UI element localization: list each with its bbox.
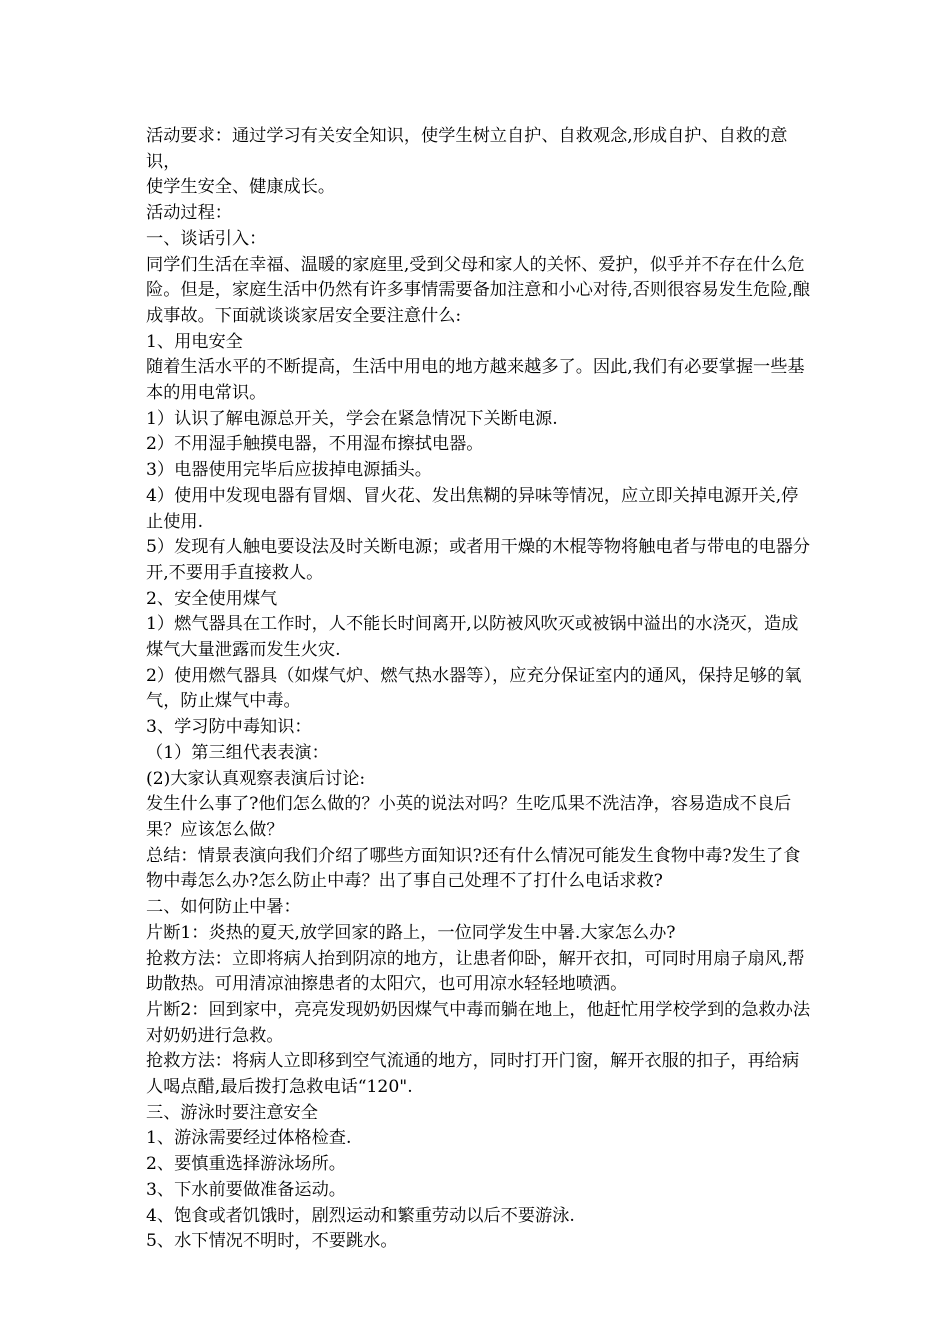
heatstroke-scene-2: 片断2：回到家中，亮亮发现奶奶因煤气中毒而躺在地上，他赶忙用学校学到的急救办法对奶奶进行急救。	[146, 999, 811, 1046]
swimming-item-4: 4、饱食或者饥饿时，剧烈运动和繁重劳动以后不要游泳.	[146, 1205, 575, 1226]
section-heading-intro: 一、谈话引入：	[146, 228, 267, 249]
swimming-item-2: 2、要慎重选择游泳场所。	[146, 1154, 346, 1175]
heatstroke-scene-1: 片断1：炎热的夏天,放学回家的路上，一位同学发生中暑.大家怎么办?	[146, 922, 676, 943]
document-body	[146, 124, 812, 1255]
electricity-item-2: 2）不用湿手触摸电器，不用湿布擦拭电器。	[146, 434, 484, 455]
intro-paragraph: 同学们生活在幸福、温暖的家庭里,受到父母和家人的关怀、爱护，似乎并不存在什么危险。但是，家庭生活中仍然有许多事情需要备加注意和小心对待,否则很容易发生危险,酿成事故。下面就谈谈家居安全要注意什么:	[146, 254, 811, 326]
activity-requirements-cont: 使学生安全、健康成长。	[146, 177, 336, 198]
poisoning-item-2: (2)大家认真观察表演后讨论:	[146, 768, 366, 789]
electricity-item-3: 3）电器使用完毕后应拔掉电源插头。	[146, 460, 432, 481]
electricity-item-5: 5）发现有人触电要设法及时关断电源；或者用干燥的木棍等物将触电者与带电的电器分开,不要用手直接救人。	[146, 537, 811, 583]
subheading-poisoning: 3、学习防中毒知识：	[146, 717, 312, 738]
swimming-item-1: 1、游泳需要经过体格检查.	[146, 1128, 352, 1149]
subheading-electricity: 1、用电安全	[146, 331, 243, 352]
subheading-gas: 2、安全使用煤气	[146, 588, 278, 609]
activity-process-heading: 活动过程：	[146, 203, 232, 224]
activity-requirements: 活动要求：通过学习有关安全知识，使学生树立自护、自救观念,形成自护、自救的意识，	[146, 126, 788, 172]
gas-item-1: 1）燃气器具在工作时，人不能长时间离开,以防被风吹灭或被锅中溢出的水浇灭，造成煤气大量泄露而发生火灾.	[146, 614, 799, 661]
electricity-item-1: 1）认识了解电源总开关，学会在紧急情况下关断电源.	[146, 408, 558, 429]
heatstroke-rescue-2: 抢救方法：将病人立即移到空气流通的地方，同时打开门窗，解开衣服的扣子，再给病人喝点醋,最后拨打急救电话“120".	[146, 1051, 800, 1098]
swimming-item-3: 3、下水前要做准备运动。	[146, 1179, 346, 1200]
heatstroke-rescue-1: 抢救方法：立即将病人抬到阴凉的地方，让患者仰卧，解开衣扣，可同时用扇子扇风,帮助散热。可用清凉油擦患者的太阳穴，也可用凉水轻轻地喷洒。	[146, 948, 805, 995]
electricity-paragraph: 随着生活水平的不断提高，生活中用电的地方越来越多了。因此,我们有必要掌握一些基本的用电常识。	[146, 357, 805, 404]
section-heading-heatstroke: 二、如何防止中暑：	[146, 897, 301, 918]
electricity-item-4: 4）使用中发现电器有冒烟、冒火花、发出焦糊的异味等情况，应立即关掉电源开关,停止使用.	[146, 485, 799, 532]
swimming-item-5: 5、水下情况不明时，不要跳水。	[146, 1231, 398, 1252]
poisoning-summary: 总结：情景表演向我们介绍了哪些方面知识?还有什么情况可能发生食物中毒?发生了食物中毒怎么办?怎么防止中毒？出了事自己处理不了打什么电话求救?	[146, 845, 801, 892]
poisoning-item-1: （1）第三组代表表演：	[146, 742, 329, 763]
poisoning-questions: 发生什么事了?他们怎么做的？小英的说法对吗？生吃瓜果不洗洁净，容易造成不良后果？应该怎么做？	[146, 794, 792, 840]
section-heading-swimming: 三、游泳时要注意安全	[146, 1102, 318, 1123]
gas-item-2: 2）使用燃气器具（如煤气炉、燃气热水器等），应充分保证室内的通风，保持足够的氧气，防止煤气中毒。	[146, 665, 802, 712]
